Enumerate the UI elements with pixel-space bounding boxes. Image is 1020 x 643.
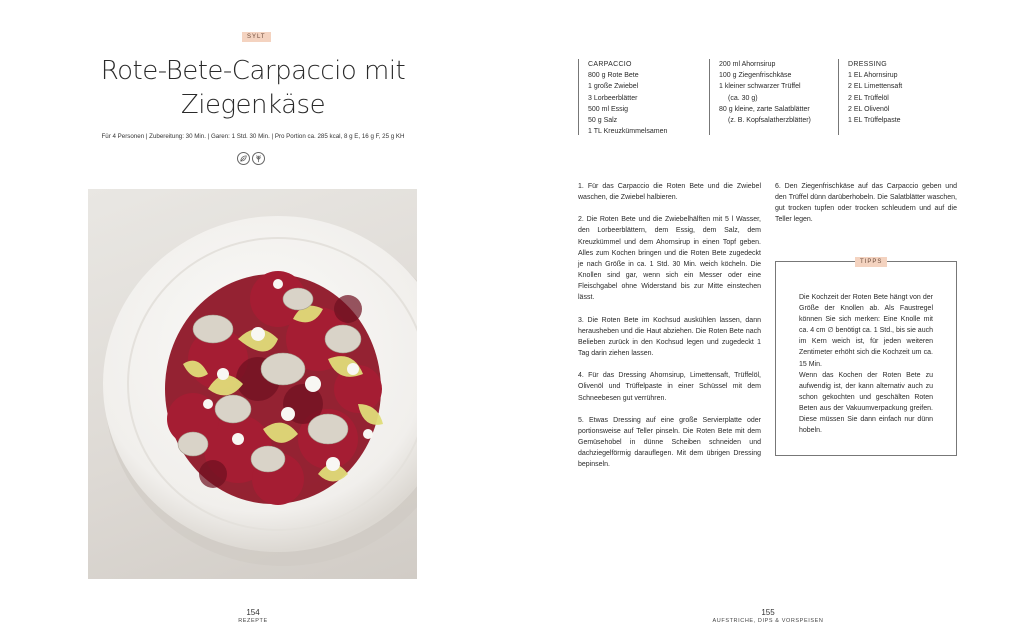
ingredient-item: 200 ml Ahornsirup — [719, 61, 776, 68]
ingredients-heading: CARPACCIO — [588, 61, 632, 68]
step-3: 3. Die Roten Bete im Kochsud auskühlen lassen, dann herausheben und die Haut abziehen. Die Roten Bete nach Belieben zurück in den Kochsud legen und zugedeckt 1 Tag darin ziehen lassen. — [578, 316, 761, 358]
ingredient-item: 500 ml Essig — [588, 105, 629, 113]
page-footer-left — [223, 608, 283, 624]
section-label-left: REZEPTE — [238, 618, 268, 624]
tips-paragraph-1: Die Kochzeit der Roten Bete hängt von der Größe der Knollen ab. Als Faustregel können Sie sich merken: Eine Knolle mit ca. 4 cm ∅ benötigt ca. 1 Std., bis sie auch im Kern weich ist, für jeden weiteren Zentimeter erhöht sich die Kochzeit um ca. 15 Min. — [799, 294, 933, 368]
ingredient-item: 1 TL Kreuzkümmelsamen — [588, 128, 668, 136]
diet-icons — [237, 152, 265, 165]
page-number-right: 155 — [761, 608, 775, 617]
ingredient-item: 1 EL Ahornsirup — [848, 72, 898, 80]
page-footer-right — [700, 608, 836, 624]
ingredient-item: 2 EL Trüffelöl — [848, 94, 889, 102]
steps-column-right — [775, 181, 957, 237]
step-6: 6. Den Ziegenfrischkäse auf das Carpaccio geben und den Trüffel dünn darüberhobeln. Die Salatblätter waschen, gut trocken tupfen oder trocken schleudern und auf die Teller legen. — [775, 183, 957, 224]
steps-column-left — [578, 181, 761, 481]
recipe-title — [88, 54, 418, 122]
ingredients-carpaccio — [578, 59, 667, 135]
recipe-title-line-1: Rote-Bete-Carpaccio mit — [100, 56, 406, 86]
dish-photo — [88, 189, 417, 579]
step-2: 2. Die Roten Bete und die Zwiebelhälften mit 5 l Wasser, den Lorbeerblättern, dem Essig, dem Salz, dem Kreuzkümmel und dem Ahornsirup in einen Topf geben. Alles zum Kochen bringen und die Roten Bete zugedeckt je nach Größe in ca. 1 Std. 30 Min. weich köcheln. Die Knollen sind gar, wenn sich ein Messer oder eine Fleischgabel ohne Widerstand bis zur Mitte einstechen lässt. — [578, 216, 761, 302]
ingredient-item: 1 EL Trüffelpaste — [848, 117, 901, 125]
section-label-right: AUFSTRICHE, DIPS & VORSPEISEN — [712, 618, 824, 624]
step-4: 4. Für das Dressing Ahornsirup, Limettensaft, Trüffelöl, Olivenöl und Trüffelpaste in einer Schüssel mit dem Schneebesen gut verrühren. — [578, 372, 761, 402]
recipe-title-line-2: Ziegenkäse — [180, 90, 326, 120]
ingredient-item: (ca. 30 g) — [728, 94, 758, 102]
ingredient-item: 3 Lorbeerblätter — [588, 94, 638, 102]
recipe-meta: Für 4 Personen | Zubereitung: 30 Min. | Garen: 1 Std. 30 Min. | Pro Portion ca. 285 kcal, 8 g E, 16 g F, 25 g KH — [101, 133, 405, 140]
ingredient-item: 2 EL Limettensaft — [848, 83, 903, 91]
ingredient-item: 2 EL Olivenöl — [848, 105, 890, 113]
ingredient-item: 1 große Zwiebel — [588, 83, 639, 91]
ingredient-item: 50 g Salz — [588, 117, 618, 125]
tips-paragraph-2: Wenn das Kochen der Roten Bete zu aufwendig ist, der kann alternativ auch zu schon gekochten und geschälten Roten Beten aus der Vakuumverpackung greifen. Diese müssen Sie dann einfach nur dünn hobeln. — [799, 371, 933, 435]
ingredient-item: (z. B. Kopfsalatherzblätter) — [728, 117, 811, 125]
region-tag: SYLT — [242, 32, 271, 42]
vegetarian-icon — [237, 152, 250, 165]
ingredient-item: 1 kleiner schwarzer Trüffel — [719, 83, 801, 91]
step-5: 5. Etwas Dressing auf eine große Servierplatte oder portionsweise auf Teller pinseln. Die Roten Bete mit dem Gemüsehobel in dünne Scheiben schneiden und dachziegelförmig darauflegen. Mit dem übrigen Dressing bepinseln. — [578, 416, 761, 469]
page-number-left: 154 — [246, 608, 260, 617]
ingredients-middle — [709, 59, 811, 135]
ingredients-heading: DRESSING — [848, 61, 887, 68]
ingredient-item: 80 g kleine, zarte Salatblätter — [719, 105, 810, 113]
ingredient-item: 800 g Rote Bete — [588, 72, 639, 80]
ingredients-dressing — [838, 59, 902, 135]
step-1: 1. Für das Carpaccio die Roten Bete und die Zwiebel waschen, die Zwiebel halbieren. — [578, 183, 761, 202]
tips-label: TIPPS — [855, 257, 887, 267]
tips-text — [799, 292, 933, 436]
gluten-free-icon — [252, 152, 265, 165]
ingredient-item: 100 g Ziegenfrischkäse — [719, 72, 792, 80]
